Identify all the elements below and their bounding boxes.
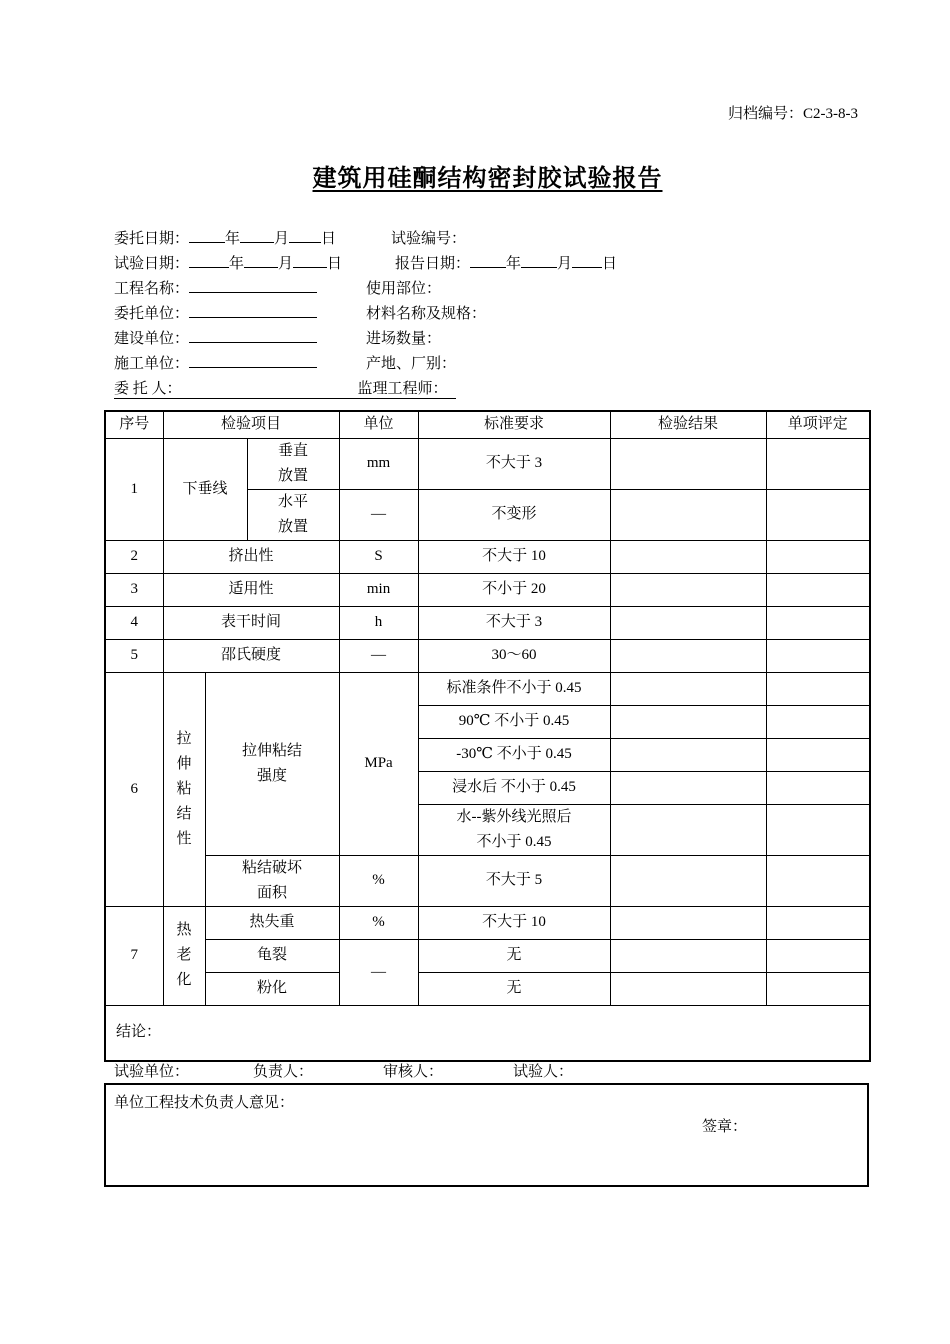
row7-item3: 粉化 xyxy=(205,972,339,1005)
row7-result1 xyxy=(610,906,766,939)
entrust-unit-row: 委托单位： xyxy=(114,302,317,323)
project-name-row: 工程名称： xyxy=(114,277,317,298)
row6-rating-b xyxy=(766,705,870,738)
row7-std3: 无 xyxy=(418,972,610,1005)
row3-rating xyxy=(766,573,870,606)
conclusion-label: 结论： xyxy=(116,1024,162,1041)
row6-result2 xyxy=(610,855,766,906)
row7-unit1: % xyxy=(339,906,418,939)
row6-std2: 不大于 5 xyxy=(418,855,610,906)
row6-group: 拉伸粘结性 xyxy=(163,672,205,906)
row4-rating xyxy=(766,606,870,639)
row2-std: 不大于 10 xyxy=(418,540,610,573)
row2-result xyxy=(610,540,766,573)
row2-item: 挤出性 xyxy=(163,540,339,573)
row2-no: 2 xyxy=(105,540,163,573)
row4-std: 不大于 3 xyxy=(418,606,610,639)
row6-rating2 xyxy=(766,855,870,906)
row7-rating3 xyxy=(766,972,870,1005)
row6-item2: 粘结破坏面积 xyxy=(205,855,339,906)
origin-label: 产地、厂别： xyxy=(366,356,457,372)
row1-std2: 不变形 xyxy=(418,489,610,540)
row5-rating xyxy=(766,639,870,672)
row1-unit1: mm xyxy=(339,438,418,489)
row6-result-b xyxy=(610,705,766,738)
header-no: 序号 xyxy=(105,411,163,438)
row1-rating1 xyxy=(766,438,870,489)
header-unit: 单位 xyxy=(339,411,418,438)
test-date-row: 试验日期： 年 月 日 xyxy=(114,252,342,273)
row2-unit: S xyxy=(339,540,418,573)
responsible-label: 负责人： xyxy=(253,1064,314,1080)
row1-sub2: 水平放置 xyxy=(247,489,339,540)
row5-item: 邵氏硬度 xyxy=(163,639,339,672)
row7-item2: 龟裂 xyxy=(205,939,339,972)
entrust-date-row: 委托日期： 年 月 日 xyxy=(114,227,336,248)
row6-result-c xyxy=(610,738,766,771)
conclusion-cell xyxy=(105,1005,870,1061)
material-label: 材料名称及规格： xyxy=(366,306,487,322)
row5-std: 30～60 xyxy=(418,639,610,672)
row6-std-e: 水--紫外线光照后 不小于 0.45 xyxy=(418,804,610,855)
row4-item: 表干时间 xyxy=(163,606,339,639)
row6-unit1: MPa xyxy=(339,672,418,855)
row6-item1: 拉伸粘结强度 xyxy=(205,672,339,855)
row4-no: 4 xyxy=(105,606,163,639)
row3-result xyxy=(610,573,766,606)
row5-result xyxy=(610,639,766,672)
row1-no: 1 xyxy=(105,438,163,540)
row6-result-e xyxy=(610,804,766,855)
row7-std2: 无 xyxy=(418,939,610,972)
row7-rating1 xyxy=(766,906,870,939)
header-rating: 单项评定 xyxy=(766,411,870,438)
report-title: 建筑用硅酮结构密封胶试验报告 xyxy=(312,166,663,192)
row1-result1 xyxy=(610,438,766,489)
test-unit-label: 试验单位： xyxy=(114,1064,190,1080)
row7-unit2: — xyxy=(339,939,418,1005)
row2-rating xyxy=(766,540,870,573)
row7-no: 7 xyxy=(105,906,163,1005)
row7-item1: 热失重 xyxy=(205,906,339,939)
row3-item: 适用性 xyxy=(163,573,339,606)
construct-unit-row: 施工单位： xyxy=(114,352,317,373)
report-date-row: 报告日期： 年 月 日 xyxy=(395,252,617,273)
test-no-label: 试验编号： xyxy=(391,231,467,247)
header-item: 检验项目 xyxy=(163,411,339,438)
row6-result-d xyxy=(610,771,766,804)
row6-std-b: 90℃ 不小于 0.45 xyxy=(418,705,610,738)
row7-result3 xyxy=(610,972,766,1005)
quantity-label: 进场数量： xyxy=(366,331,442,347)
opinion-box xyxy=(104,1083,869,1187)
build-unit-row: 建设单位： xyxy=(114,327,317,348)
row7-std1: 不大于 10 xyxy=(418,906,610,939)
use-part-label: 使用部位： xyxy=(366,281,442,297)
row6-std-a: 标准条件不小于 0.45 xyxy=(418,672,610,705)
row6-rating-d xyxy=(766,771,870,804)
opinion-label: 单位工程技术负责人意见： xyxy=(114,1095,295,1111)
test-table xyxy=(104,410,871,1062)
row1-result2 xyxy=(610,489,766,540)
row7-result2 xyxy=(610,939,766,972)
header-standard: 标准要求 xyxy=(418,411,610,438)
reviewer-label: 审核人： xyxy=(383,1064,444,1080)
row7-group: 热老化 xyxy=(163,906,205,1005)
row3-std: 不小于 20 xyxy=(418,573,610,606)
row4-result xyxy=(610,606,766,639)
row1-item: 下垂线 xyxy=(163,438,247,540)
row1-unit2: — xyxy=(339,489,418,540)
row6-rating-e xyxy=(766,804,870,855)
row1-sub1: 垂直放置 xyxy=(247,438,339,489)
entrust-person-row: 委 托 人： 监理工程师： xyxy=(114,377,456,399)
signature-row xyxy=(114,1060,573,1081)
row6-unit2: % xyxy=(339,855,418,906)
row1-std1: 不大于 3 xyxy=(418,438,610,489)
row5-unit: — xyxy=(339,639,418,672)
row6-std-d: 浸水后 不小于 0.45 xyxy=(418,771,610,804)
row6-no: 6 xyxy=(105,672,163,906)
header-result: 检验结果 xyxy=(610,411,766,438)
row1-rating2 xyxy=(766,489,870,540)
row4-unit: h xyxy=(339,606,418,639)
row7-rating2 xyxy=(766,939,870,972)
row5-no: 5 xyxy=(105,639,163,672)
tester-label: 试验人： xyxy=(513,1064,574,1080)
archive-number: 归档编号：C2-3-8-3 xyxy=(728,106,858,122)
row6-rating-c xyxy=(766,738,870,771)
row6-rating-a xyxy=(766,672,870,705)
row6-std-c: -30℃ 不小于 0.45 xyxy=(418,738,610,771)
row6-result-a xyxy=(610,672,766,705)
row3-no: 3 xyxy=(105,573,163,606)
row3-unit: min xyxy=(339,573,418,606)
seal-label: 签章： xyxy=(702,1119,748,1135)
